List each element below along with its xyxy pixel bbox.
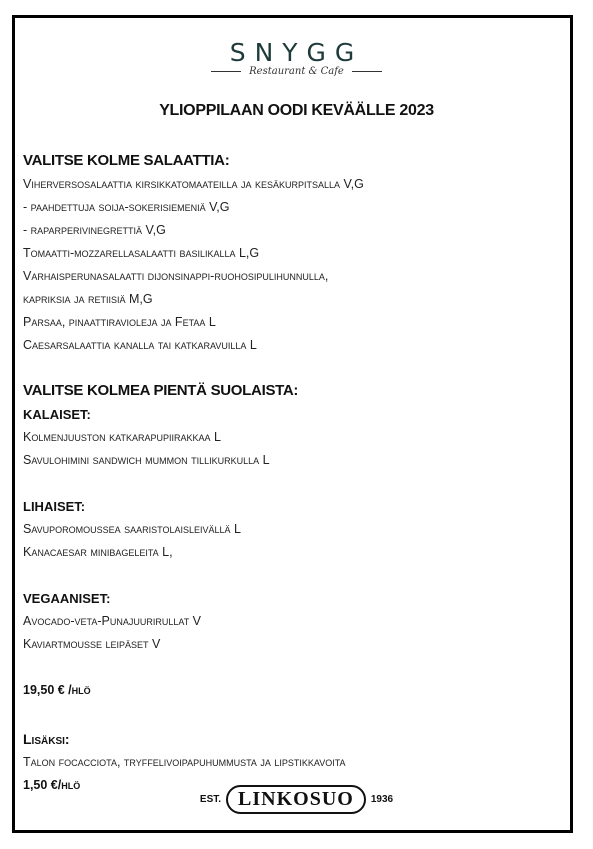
meat-item: Savuporomoussea saaristolaisleivällä L <box>23 522 241 536</box>
extras-label: Lisäksi: <box>23 731 70 747</box>
brand-name: LINKOSUO <box>238 788 354 810</box>
salad-item: - raparperivinegrettiä V,G <box>23 223 166 237</box>
vegan-item: Avocado-veta-Punajuurirullat V <box>23 614 201 628</box>
extras-item: Talon focacciota, tryffelivoipapuhummusta ja lipstikkavoita <box>23 755 346 769</box>
meat-label: LIHAISET: <box>23 499 86 514</box>
salad-item: - paahdettuja soija-sokerisiemeniä V,G <box>23 200 230 214</box>
fish-item: Savulohimini sandwich mummon tillikurkulla L <box>23 453 270 467</box>
vegan-label: VEGAANISET: <box>23 591 111 606</box>
divider <box>211 71 241 72</box>
brand-est: EST. <box>199 794 222 805</box>
fish-label: KALAISET: <box>23 407 91 422</box>
meat-item: Kanacaesar minibageleita L, <box>23 545 173 559</box>
divider <box>352 71 382 72</box>
restaurant-logo: SNYGG <box>229 38 364 67</box>
vegan-item: Kaviartmousse leipäset V <box>23 637 161 651</box>
fish-item: Kolmenjuuston katkarapupiirakkaa L <box>23 430 221 444</box>
extras-price: 1,50 €/hlö <box>23 778 81 792</box>
salad-item: Viherversosalaattia kirsikkatomaateilla ja kesäkurpitsalla V,G <box>23 177 364 191</box>
logo-tagline-row <box>0 66 593 77</box>
menu-title: YLIOPPILAAN OODI KEVÄÄLLE 2023 <box>159 102 434 119</box>
salad-item: Tomaatti-mozzarellasalaatti basilikalla L,G <box>23 246 260 260</box>
menu-price: 19,50 € /hlö <box>23 683 91 697</box>
logo-tagline: Restaurant & Cafe <box>249 66 344 77</box>
brand-badge <box>226 785 366 814</box>
salads-heading: VALITSE KOLME SALAATTIA: <box>23 152 230 169</box>
salad-item: Parsaa, pinaattiravioleja ja Fetaa L <box>23 315 216 329</box>
page-frame <box>12 15 573 833</box>
brand-year: 1936 <box>370 794 394 805</box>
salad-item: Varhaisperunasalaatti dijonsinappi-ruohosipulihunnulla, <box>23 269 329 283</box>
savory-heading: VALITSE KOLMEA PIENTÄ SUOLAISTA: <box>23 382 299 399</box>
brand-logo <box>0 785 593 814</box>
salad-item: Caesarsalaattia kanalla tai katkaravuilla L <box>23 338 257 352</box>
salad-item: kapriksia ja retiisiä M,G <box>23 292 153 306</box>
